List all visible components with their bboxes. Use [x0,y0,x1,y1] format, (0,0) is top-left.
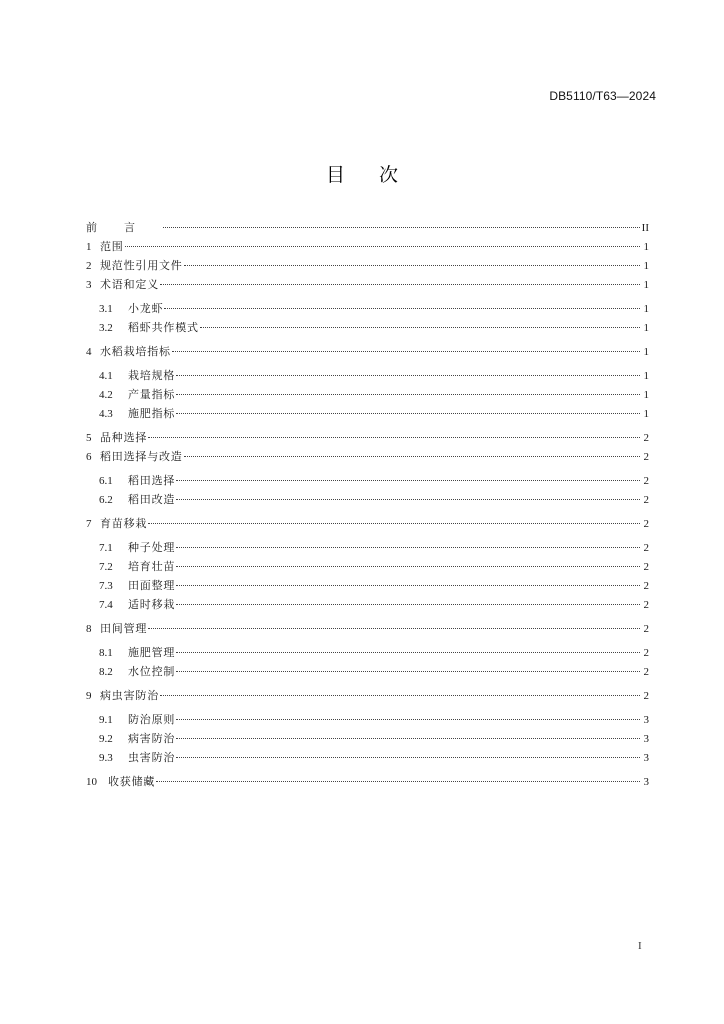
toc-entry-6[interactable] [86,447,649,466]
toc-leader-dots [172,351,640,352]
toc-leader-dots [200,327,640,328]
toc-entry-label: 产量指标 [128,388,176,401]
toc-entry-page: II [641,222,649,234]
toc-title: 目次 [325,164,432,186]
toc-entry-number: 6.1 [99,475,113,487]
toc-entry-9-3[interactable] [86,748,649,767]
toc-entry-number: 10 [86,776,97,788]
toc-leader-dots [160,284,640,285]
toc-entry-number: 4 [86,346,92,358]
toc-entry-label: 种子处理 [128,541,176,554]
toc-entry-4-1[interactable] [86,366,649,385]
toc-entry-label: 术语和定义 [100,278,159,291]
toc-entry-page: 2 [643,518,649,530]
toc-entry-page: 2 [643,561,649,573]
toc-entry-number: 3.1 [99,303,113,315]
toc-entry-label: 施肥指标 [128,407,176,420]
toc-entry-label: 水位控制 [128,665,176,678]
toc-entry-9[interactable] [86,686,649,705]
toc-entry-label: 稻虾共作模式 [128,321,199,334]
toc-entry-8-2[interactable] [86,662,649,681]
toc-entry-number: 4.2 [99,389,113,401]
toc-entry-label: 稻田选择 [128,474,176,487]
toc-entry-label: 收获储藏 [108,775,156,788]
toc-entry-8[interactable] [86,619,649,638]
toc-leader-dots [148,523,640,524]
toc-entry-page: 2 [643,475,649,487]
toc-entry-number: 5 [86,432,92,444]
toc-entry-number: 2 [86,260,92,272]
toc-leader-dots [163,227,640,228]
toc-entry-number: 9.2 [99,733,113,745]
toc-entry-9-1[interactable] [86,710,649,729]
toc-entry-page: 1 [643,279,649,291]
toc-leader-dots [176,719,640,720]
toc-entry-number: 3 [86,279,92,291]
toc-entry-label: 小龙虾 [128,302,164,315]
toc-entry-label: 育苗移栽 [100,517,148,530]
toc-entry-page: 1 [643,389,649,401]
toc-entry-page: 2 [643,666,649,678]
toc-entry-4[interactable] [86,342,649,361]
toc-leader-dots [176,413,640,414]
toc-entry-number: 8.1 [99,647,113,659]
toc-leader-dots [176,652,640,653]
toc-entry-label: 病虫害防治 [100,689,159,702]
toc-entry-label: 适时移栽 [128,598,176,611]
toc-entry-page: 1 [643,322,649,334]
toc-leader-dots [176,375,640,376]
toc-entry-page: 1 [643,346,649,358]
toc-entry-label: 稻田改造 [128,493,176,506]
toc-entry-number: 6 [86,451,92,463]
toc-entry-page: 1 [643,370,649,382]
toc-entry-number: 8 [86,623,92,635]
toc-entry-preface[interactable] [86,218,649,237]
toc-entry-7-4[interactable] [86,595,649,614]
toc-entry-number: 7 [86,518,92,530]
toc-entry-label: 施肥管理 [128,646,176,659]
toc-entry-label: 防治原则 [128,713,176,726]
toc-entry-number: 9.3 [99,752,113,764]
toc-leader-dots [176,671,640,672]
toc-entry-label: 规范性引用文件 [100,259,183,272]
toc-entry-2[interactable] [86,256,649,275]
toc-entry-page: 2 [643,494,649,506]
toc-entry-label: 栽培规格 [128,369,176,382]
toc-entry-page: 1 [643,408,649,420]
toc-entry-label: 范围 [100,240,124,253]
toc-entry-page: 1 [643,260,649,272]
toc-entry-3-1[interactable] [86,299,649,318]
toc-entry-page: 2 [643,690,649,702]
toc-entry-number: 7.4 [99,599,113,611]
toc-entry-number: 4.1 [99,370,113,382]
toc-leader-dots [176,547,640,548]
toc-entry-5[interactable] [86,428,649,447]
toc-leader-dots [176,566,640,567]
toc-leader-dots [164,308,640,309]
toc-leader-dots [148,628,640,629]
document-code: DB5110/T63—2024 [549,89,656,103]
toc-entry-page: 2 [643,580,649,592]
toc-entry-7-3[interactable] [86,576,649,595]
toc-leader-dots [148,437,640,438]
toc-entry-number: 4.3 [99,408,113,420]
toc-entry-label: 病害防治 [128,732,176,745]
page-number: I [638,940,642,952]
toc-entry-number: 8.2 [99,666,113,678]
toc-entry-page: 2 [643,542,649,554]
toc-leader-dots [156,781,640,782]
toc-entry-4-3[interactable] [86,404,649,423]
toc-entry-page: 1 [643,303,649,315]
toc-entry-9-2[interactable] [86,729,649,748]
toc-leader-dots [184,456,640,457]
toc-entry-page: 2 [643,623,649,635]
toc-entry-page: 2 [643,432,649,444]
toc-entry-label: 虫害防治 [128,751,176,764]
toc-entry-label: 培育壮苗 [128,560,176,573]
toc-entry-4-2[interactable] [86,385,649,404]
toc-entry-6-1[interactable] [86,471,649,490]
toc-leader-dots [125,246,640,247]
toc-leader-dots [160,695,640,696]
toc-entry-page: 3 [643,733,649,745]
toc-entry-7-2[interactable] [86,557,649,576]
toc-entry-page: 2 [643,599,649,611]
toc-entry-number: 1 [86,241,92,253]
toc-entry-8-1[interactable] [86,643,649,662]
toc-entry-number: 9.1 [99,714,113,726]
toc-entry-10[interactable] [86,772,649,791]
toc-entry-7-1[interactable] [86,538,649,557]
toc-entry-page: 3 [643,752,649,764]
toc-entry-page: 2 [643,647,649,659]
toc-entry-number: 7.3 [99,580,113,592]
toc-entry-page: 2 [643,451,649,463]
toc-entry-3-2[interactable] [86,318,649,337]
toc-leader-dots [176,499,640,500]
toc-entry-label: 水稻栽培指标 [100,345,171,358]
toc-leader-dots [176,604,640,605]
toc-entry-number: 7.1 [99,542,113,554]
toc-entry-page: 3 [643,776,649,788]
toc-leader-dots [176,757,640,758]
toc-entry-label: 前言 [86,221,162,234]
toc-entry-number: 6.2 [99,494,113,506]
toc-entry-page: 3 [643,714,649,726]
toc-entry-label: 田间管理 [100,622,148,635]
toc-entry-label: 品种选择 [100,431,148,444]
toc-leader-dots [176,480,640,481]
toc-entry-1[interactable] [86,237,649,256]
toc-entry-label: 田面整理 [128,579,176,592]
toc-entry-7[interactable] [86,514,649,533]
toc-leader-dots [176,738,640,739]
toc-entry-number: 9 [86,690,92,702]
toc-entry-number: 3.2 [99,322,113,334]
table-of-contents [86,218,649,791]
toc-entry-number: 7.2 [99,561,113,573]
toc-entry-6-2[interactable] [86,490,649,509]
toc-entry-page: 1 [643,241,649,253]
toc-leader-dots [176,585,640,586]
toc-leader-dots [176,394,640,395]
toc-entry-label: 稻田选择与改造 [100,450,183,463]
toc-entry-3[interactable] [86,275,649,294]
toc-leader-dots [184,265,640,266]
